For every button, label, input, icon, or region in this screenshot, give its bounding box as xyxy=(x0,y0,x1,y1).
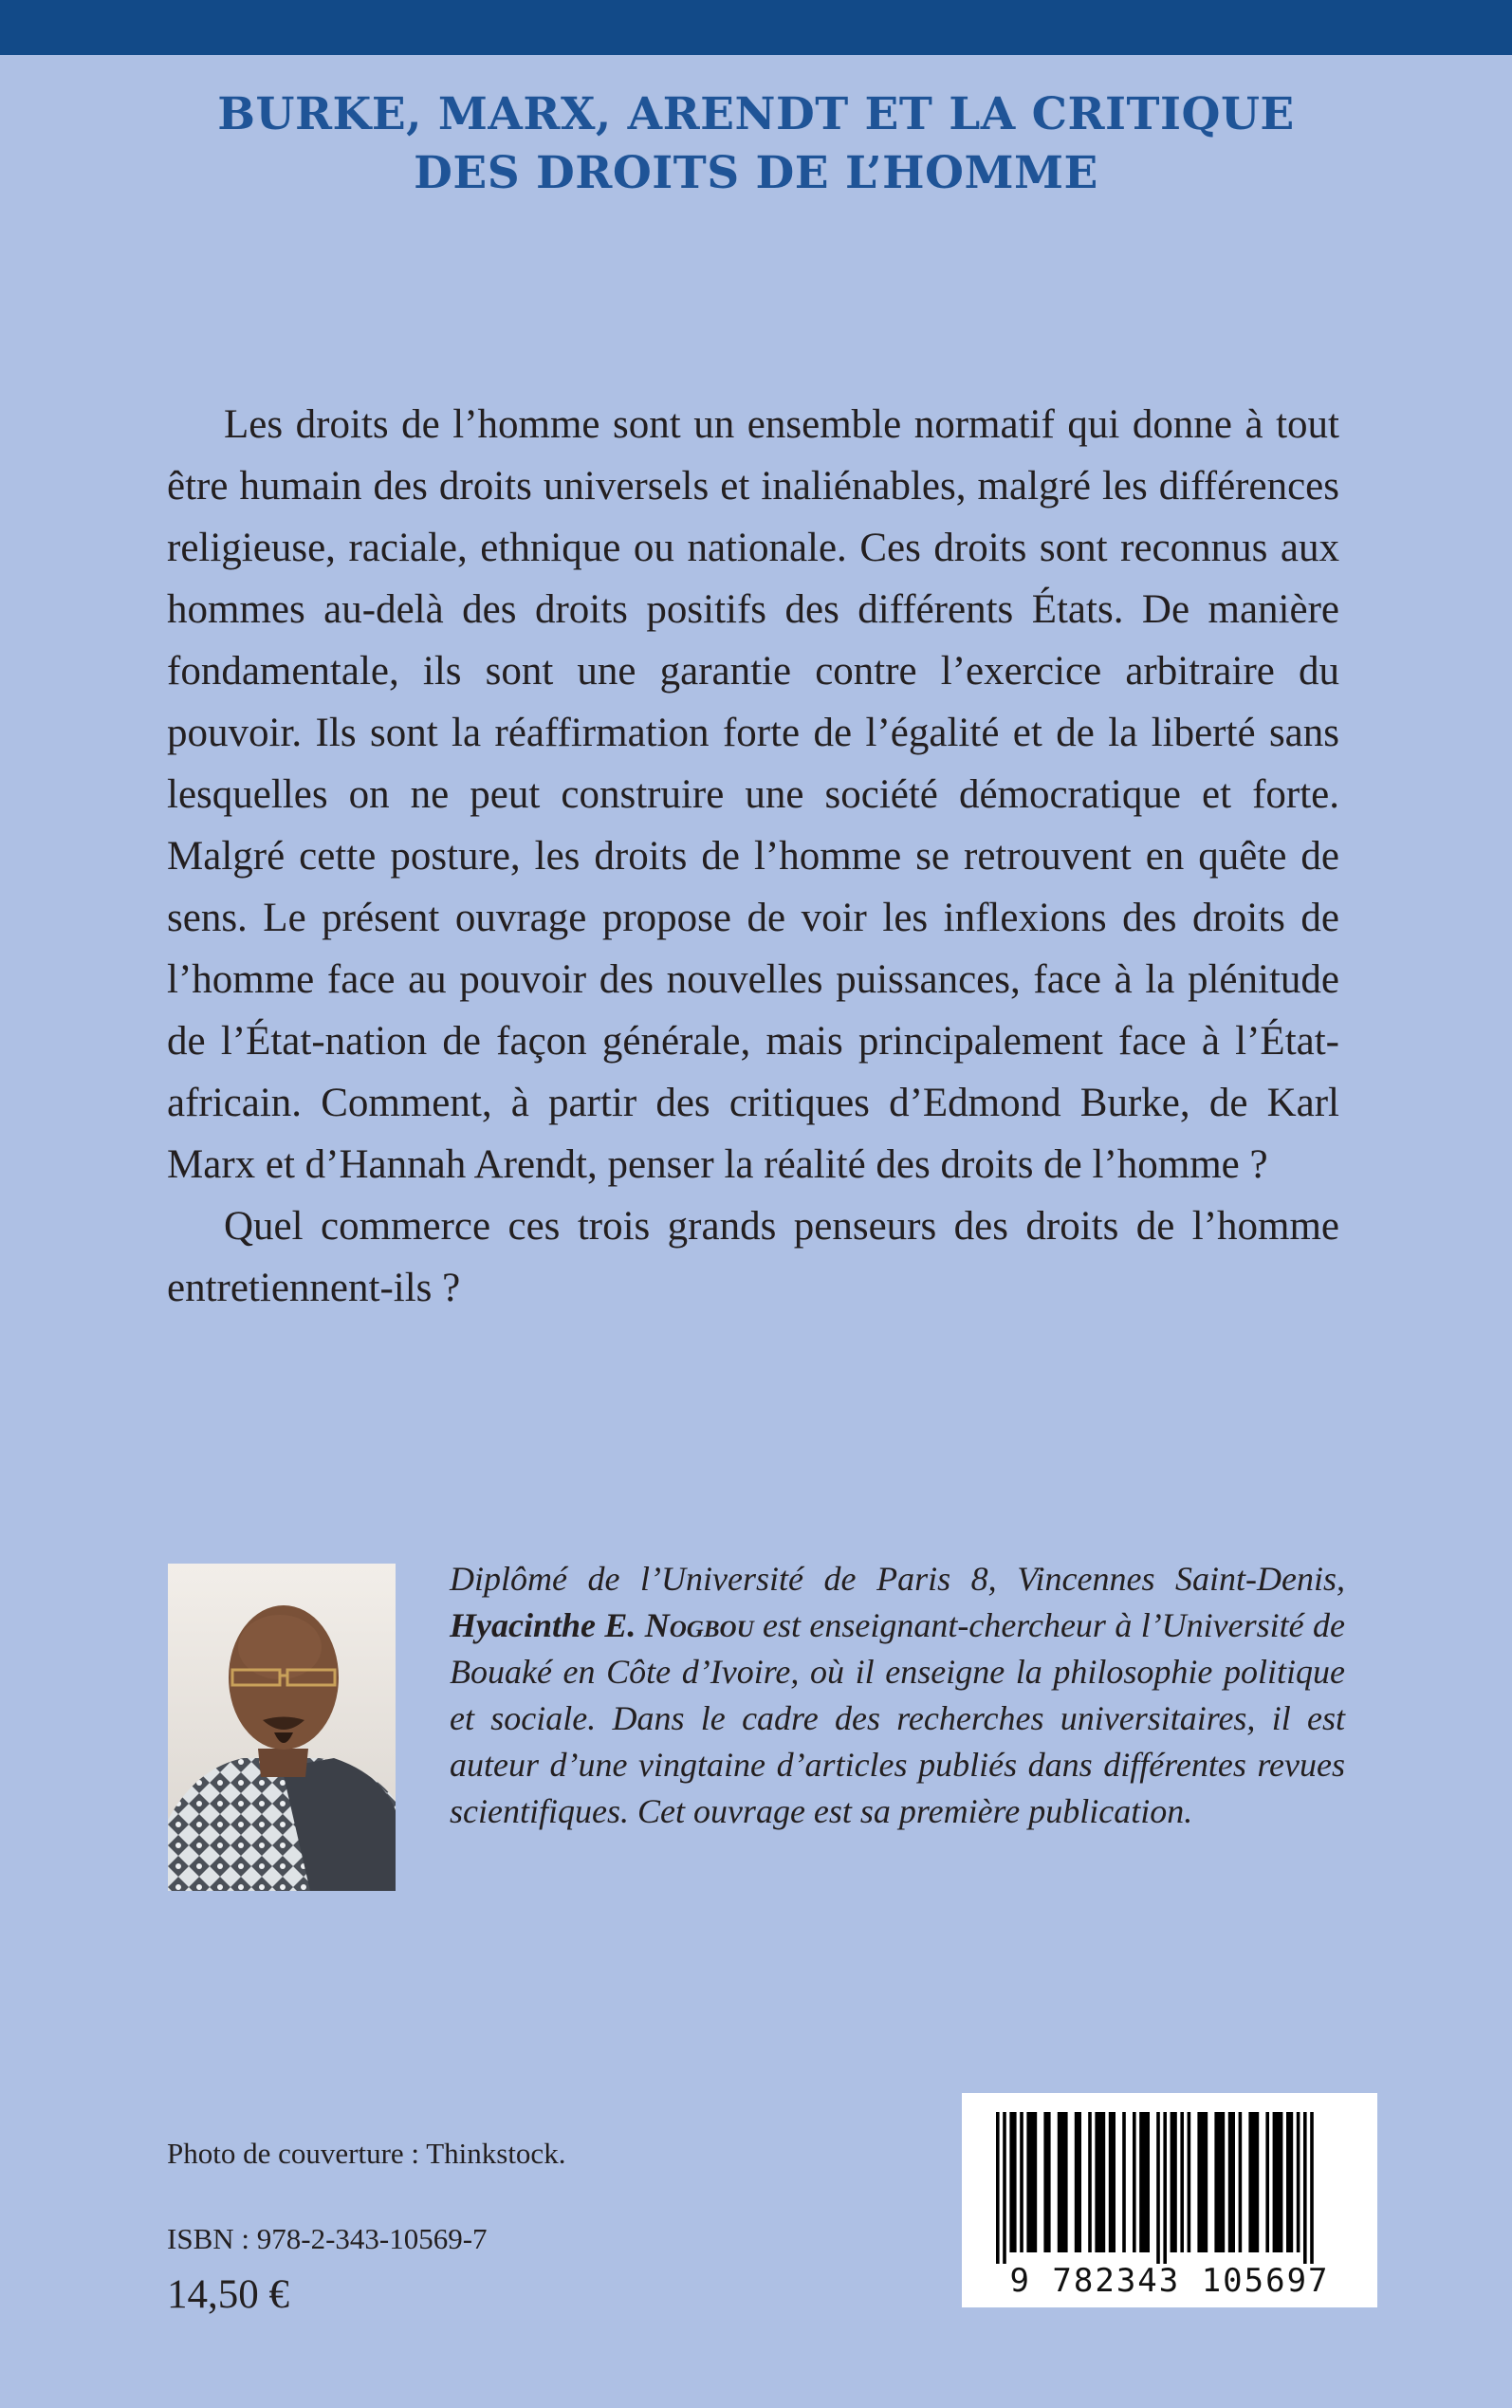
barcode-bar xyxy=(1188,2112,1191,2252)
barcode-bar xyxy=(1163,2112,1167,2264)
barcode-bar xyxy=(1156,2112,1160,2264)
author-first-name: Hyacinthe E. xyxy=(450,1606,645,1644)
barcode-bar xyxy=(1133,2112,1136,2252)
price: 14,50 € xyxy=(167,2272,289,2317)
barcode-bar xyxy=(1171,2112,1177,2252)
barcode-bar xyxy=(1003,2112,1006,2264)
isbn: ISBN : 978-2-343-10569-7 xyxy=(167,2222,488,2255)
author-last-name: Nogbou xyxy=(644,1606,754,1644)
barcode-bar xyxy=(1248,2112,1259,2252)
barcode-bar xyxy=(1020,2112,1023,2252)
barcode-bar xyxy=(1009,2112,1016,2252)
barcode-bar xyxy=(1109,2112,1116,2252)
book-title-line-2: DES DROITS DE L’HOMME xyxy=(414,147,1098,199)
top-band xyxy=(0,0,1512,55)
barcode-bar xyxy=(1026,2112,1037,2252)
barcode-bar xyxy=(1265,2112,1269,2252)
barcode-bar xyxy=(1214,2112,1225,2252)
author-photo xyxy=(168,1564,396,1891)
author-bio-rest: est enseignant-chercheur à l’Université de Bouaké en Côte d’Ivoire, où il enseigne la philosophie politique et sociale. Dans le cadre des recherches universitaires, il est auteur d’une vingtaine d’articles publiés dans différentes revues scientifiques. Cet ouvrage est sa première publication. xyxy=(450,1606,1345,1830)
barcode-bar xyxy=(1075,2112,1081,2252)
barcode-bar xyxy=(1122,2112,1126,2252)
barcode-bar xyxy=(1286,2112,1293,2252)
barcode-bar xyxy=(1297,2112,1300,2252)
author-bio-intro: Diplômé de l’Université de Paris 8, Vincennes Saint-Denis, xyxy=(450,1560,1345,1598)
summary-paragraph-2: Quel commerce ces trois grands penseurs des droits de l’homme entretiennent-ils ? xyxy=(167,1204,1339,1310)
barcode-bar xyxy=(1273,2112,1283,2252)
barcode-bar xyxy=(1180,2112,1184,2252)
author-name xyxy=(450,1606,754,1644)
barcode-digits: 9 782343 105697 xyxy=(1009,2262,1330,2300)
book-summary xyxy=(167,394,1339,1319)
barcode xyxy=(962,2093,1377,2307)
author-bio xyxy=(450,1556,1345,1835)
barcode-bar xyxy=(1139,2112,1150,2252)
summary-paragraph-1: Les droits de l’homme sont un ensemble normatif qui donne à tout être humain des droits universels et inaliénables, malgré les différences religieuse, raciale, ethnique ou nationale. Ces droits sont reconnus aux hommes au-delà des droits positifs des différents États. De manière fondamentale, ils sont une garantie contre l’exercice arbitraire du pouvoir. Ils sont la réaffirmation forte de l’égalité et de la liberté sans lesquelles on ne peut construire une société démocratique et forte. Malgré cette posture, les droits de l’homme se retrouvent en quête de sens. Le présent ouvrage propose de voir les inflexions des droits de l’homme face au pouvoir des nouvelles puissances, face à la plénitude de l’État-nation de façon générale, mais principalement face à l’État-africain. Comment, à partir des critiques d’Edmond Burke, de Karl Marx et d’Hannah Arendt, penser la réalité des droits de l’homme ? xyxy=(167,402,1339,1187)
barcode-bar xyxy=(1303,2112,1307,2264)
barcode-bar xyxy=(1310,2112,1314,2264)
barcode-bar xyxy=(1239,2112,1243,2252)
barcode-bar xyxy=(1197,2112,1208,2252)
barcode-bar xyxy=(1043,2112,1050,2252)
book-title xyxy=(0,85,1512,203)
barcode-bars xyxy=(962,2093,1377,2264)
book-title-line-1: BURKE, MARX, ARENDT ET LA CRITIQUE xyxy=(217,88,1295,140)
barcode-bar xyxy=(1228,2112,1235,2252)
barcode-bar xyxy=(1095,2112,1105,2252)
barcode-bar xyxy=(1088,2112,1092,2252)
barcode-bar xyxy=(996,2112,1000,2264)
photo-credit: Photo de couverture : Thinkstock. xyxy=(167,2137,566,2170)
barcode-bar xyxy=(1058,2112,1068,2252)
